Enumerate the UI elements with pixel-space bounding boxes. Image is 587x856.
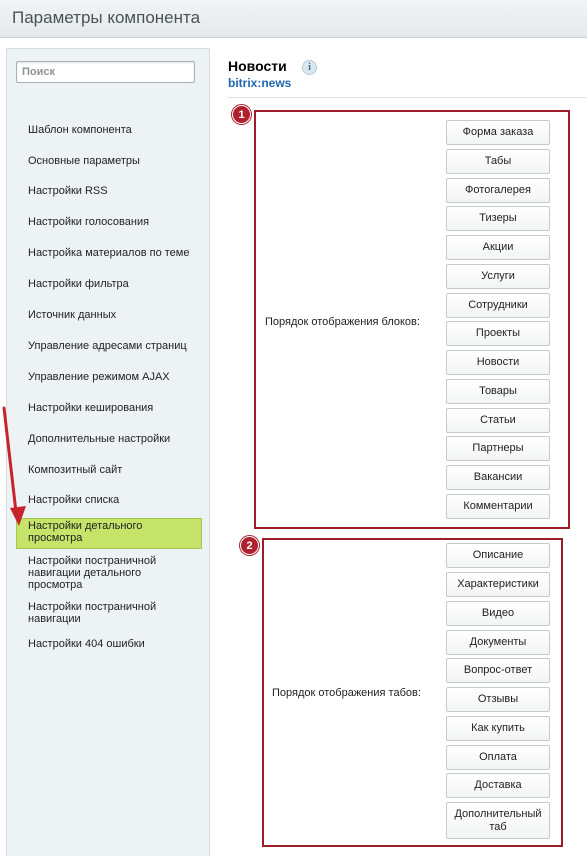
block-item[interactable]: Акции — [446, 235, 550, 260]
block-item[interactable]: Табы — [446, 149, 550, 174]
sidebar-item-additional[interactable]: Дополнительные настройки — [28, 433, 171, 445]
block-item[interactable]: Товары — [446, 379, 550, 404]
tabs-order-label: Порядок отображения табов: — [272, 687, 421, 699]
sidebar-item-cache[interactable]: Настройки кеширования — [28, 402, 154, 414]
sidebar-item-pager[interactable]: Настройки постраничной навигации — [28, 601, 157, 625]
tab-item[interactable]: Вопрос-ответ — [446, 658, 550, 683]
block-item[interactable]: Форма заказа — [446, 120, 550, 145]
component-code: bitrix:news — [228, 76, 292, 90]
tab-item[interactable]: Оплата — [446, 745, 550, 770]
tab-item[interactable]: Документы — [446, 630, 550, 655]
block-item[interactable]: Тизеры — [446, 206, 550, 231]
sidebar-item-detail[interactable]: Настройки детального просмотра — [16, 518, 202, 549]
sidebar-item-404[interactable]: Настройки 404 ошибки — [28, 638, 145, 650]
sidebar-item-voting[interactable]: Настройки голосования — [28, 216, 150, 228]
block-item[interactable]: Новости — [446, 350, 550, 375]
annotation-badge-2: 2 — [240, 536, 259, 555]
sidebar-item-list[interactable]: Настройки списка — [28, 494, 120, 506]
block-item[interactable]: Партнеры — [446, 436, 550, 461]
tab-item[interactable]: Видео — [446, 601, 550, 626]
block-item[interactable]: Услуги — [446, 264, 550, 289]
sidebar-item-sef[interactable]: Управление адресами страниц — [28, 340, 187, 352]
block-item[interactable]: Комментарии — [446, 494, 550, 519]
block-item[interactable]: Проекты — [446, 321, 550, 346]
search-input[interactable] — [16, 61, 195, 83]
component-name: Новости — [228, 58, 287, 74]
sidebar-item-datasource[interactable]: Источник данных — [28, 309, 117, 321]
header-divider — [228, 97, 587, 98]
tab-item[interactable]: Как купить — [446, 716, 550, 741]
sidebar-item-related[interactable]: Настройка материалов по теме — [28, 247, 190, 259]
annotation-arrow — [0, 400, 40, 535]
tab-item[interactable]: Дополнительный таб — [446, 802, 550, 839]
info-icon[interactable]: i — [302, 60, 317, 75]
tab-item[interactable]: Описание — [446, 543, 550, 568]
tab-item[interactable]: Характеристики — [446, 572, 550, 597]
window-titlebar — [0, 0, 587, 38]
sidebar-item-filter[interactable]: Настройки фильтра — [28, 278, 129, 290]
tab-item[interactable]: Отзывы — [446, 687, 550, 712]
blocks-order-label: Порядок отображения блоков: — [265, 316, 420, 328]
sidebar-item-rss[interactable]: Настройки RSS — [28, 185, 108, 197]
sidebar-item-template[interactable]: Шаблон компонента — [28, 124, 132, 136]
window-title: Параметры компонента — [12, 8, 201, 27]
block-item[interactable]: Сотрудники — [446, 293, 550, 318]
sidebar-item-composite[interactable]: Композитный сайт — [28, 464, 123, 476]
sidebar-item-ajax[interactable]: Управление режимом AJAX — [28, 371, 170, 383]
sidebar-item-detail-pager[interactable]: Настройки постраничной навигации детального просмотра — [28, 555, 157, 591]
component-header — [228, 58, 291, 90]
tab-item[interactable]: Доставка — [446, 773, 550, 798]
annotation-badge-1: 1 — [232, 105, 251, 124]
sidebar-item-basic[interactable]: Основные параметры — [28, 155, 140, 167]
block-item[interactable]: Фотогалерея — [446, 178, 550, 203]
block-item[interactable]: Статьи — [446, 408, 550, 433]
block-item[interactable]: Вакансии — [446, 465, 550, 490]
